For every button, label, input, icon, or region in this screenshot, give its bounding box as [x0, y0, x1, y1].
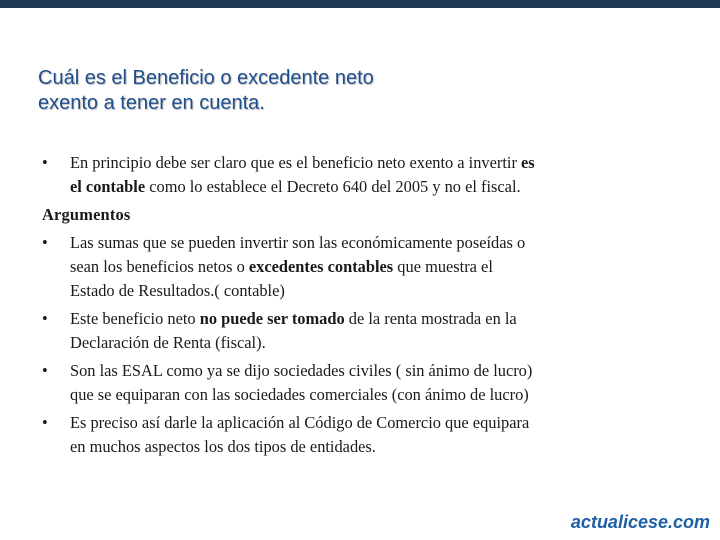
- argument-bullet-2: [42, 307, 682, 355]
- bullet-icon: •: [42, 309, 48, 328]
- argument-bullet-4: [42, 411, 682, 459]
- argument-4-line-1: Es preciso así darle la aplicación al Código de Comercio que equipara: [70, 413, 530, 432]
- slide-title: [38, 66, 638, 116]
- argument-2-line-2: Declaración de Renta (fiscal).: [70, 333, 266, 352]
- intro-emphasis: es: [521, 153, 535, 172]
- argument-2-text-2: de la renta mostrada en la: [344, 309, 517, 328]
- argument-1-emphasis: excedentes contables: [248, 257, 394, 276]
- bullet-icon: •: [42, 153, 48, 172]
- footer-logo: actualicese.com: [570, 512, 710, 532]
- intro-bullet: [42, 151, 682, 199]
- section-heading: Argumentos: [42, 205, 131, 224]
- intro-text: En principio debe ser claro que es el beneficio neto exento a invertir: [70, 153, 522, 172]
- argument-1-line-1: Las sumas que se pueden invertir son las económicamente poseídas o: [70, 233, 526, 252]
- argument-3-line-2: que se equiparan con las sociedades comerciales (con ánimo de lucro): [70, 385, 529, 404]
- bullet-icon: •: [42, 233, 48, 252]
- slide-body: [42, 151, 682, 463]
- intro-emphasis-2: el contable: [70, 177, 146, 196]
- bullet-icon: •: [42, 361, 48, 380]
- argument-1-text: sean los beneficios netos o: [70, 257, 249, 276]
- bullet-icon: •: [42, 413, 48, 432]
- title-line-2: exento a tener en cuenta.: [38, 92, 265, 114]
- intro-text-2: como lo establece el Decreto 640 del 2005 y no el fiscal.: [145, 177, 521, 196]
- argument-2-text: Este beneficio neto: [70, 309, 200, 328]
- top-bar: [0, 0, 720, 8]
- argument-1-text-2: que muestra el: [393, 257, 493, 276]
- argument-bullet-1: [42, 231, 682, 303]
- argument-1-line-3: Estado de Resultados.( contable): [70, 281, 285, 300]
- argument-2-emphasis: no puede ser tomado: [199, 309, 345, 328]
- argument-bullet-3: [42, 359, 682, 407]
- argument-3-line-1: Son las ESAL como ya se dijo sociedades civiles ( sin ánimo de lucro): [70, 361, 533, 380]
- title-line-1: Cuál es el Beneficio o excedente neto: [38, 67, 374, 89]
- argument-4-line-2: en muchos aspectos los dos tipos de entidades.: [70, 437, 376, 456]
